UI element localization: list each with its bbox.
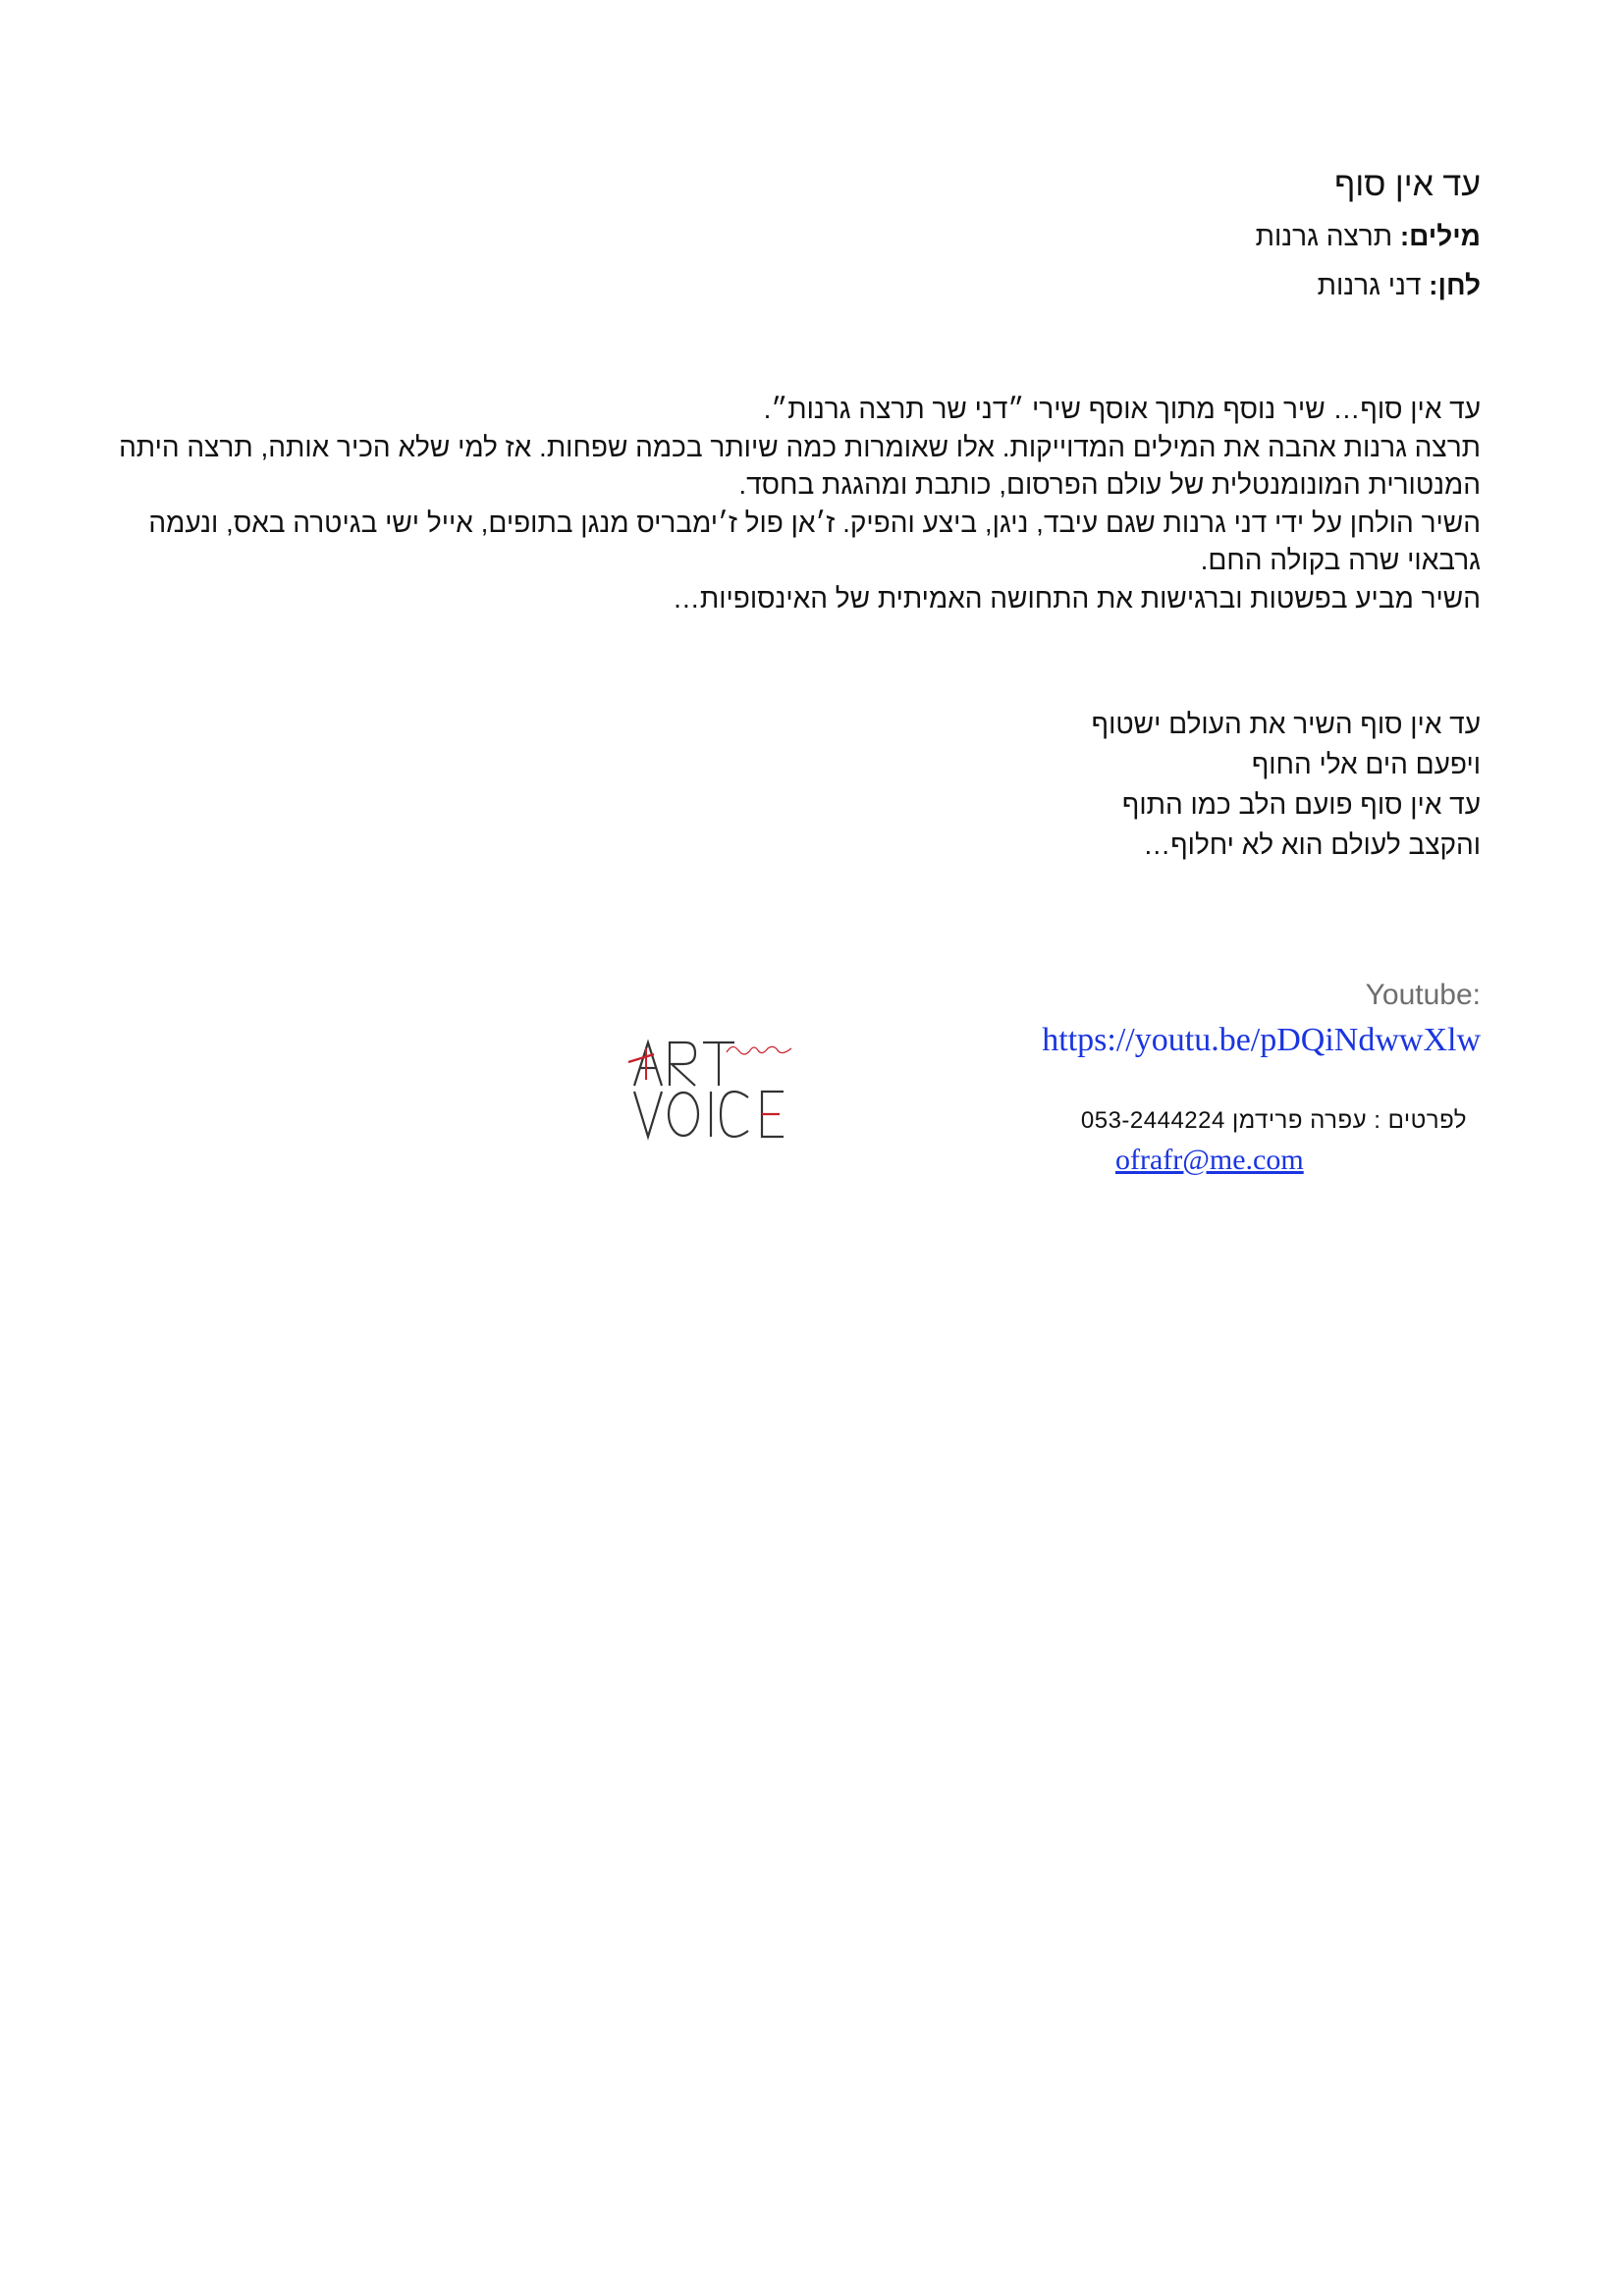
song-title: עד אין סוף — [1334, 166, 1481, 203]
lyrics-line: ויפעם הים אלי החוף — [1251, 749, 1481, 779]
music-credit-label: לחן: — [1429, 270, 1481, 300]
logo-art-letters — [634, 1042, 734, 1086]
intro-text — [116, 391, 1481, 617]
logo-voice-letters — [634, 1092, 784, 1137]
intro-paragraph: תרצה גרנות אהבה את המילים המדוייקות. אלו שאומרות כמה שיותר בכמה שפחות. אז למי שלא הכיר אותה, תרצה היתה המנטורית המונומנטלית של עולם הפרסום, כותבת ומהגגת בחסד. — [119, 431, 1481, 500]
intro-paragraph: עד אין סוף… שיר נוסף מתוך אוסף שירי ״דני שר תרצה גרנות״. — [763, 394, 1481, 424]
youtube-link[interactable]: https://youtu.be/pDQiNdwwXlw — [1042, 1022, 1481, 1058]
lyrics-credit-label: מילים: — [1399, 221, 1481, 251]
youtube-label: :Youtube — [1365, 979, 1481, 1011]
lyrics-line: והקצב לעולם הוא לא יחלוף… — [1143, 829, 1481, 860]
music-credit — [1318, 269, 1481, 302]
lyrics-credit-name: תרצה גרנות — [1255, 221, 1393, 251]
art-voice-logo — [624, 1029, 821, 1147]
lyrics-line: עד אין סוף פועם הלב כמו התוף — [1121, 789, 1481, 820]
lyrics-credit — [1256, 220, 1481, 253]
contact-line: לפרטים : עפרה פרידמן 053-2444224 — [1080, 1107, 1467, 1134]
music-credit-name: דני גרנות — [1317, 270, 1422, 300]
lyrics-excerpt — [597, 704, 1481, 865]
logo-signature-mark — [727, 1046, 791, 1054]
contact-email-link[interactable]: ofrafr@me.com — [1115, 1144, 1304, 1176]
lyrics-line: עד אין סוף השיר את העולם ישטוף — [1091, 709, 1481, 739]
intro-paragraph: השיר הולחן על ידי דני גרנות שגם עיבד, ניגן, ביצע והפיק. ז׳אן פול ז׳ימבריס מנגן בתופים, אייל ישי בגיטרה באס, ונעמה גרבאוי שרה בקולה החם. — [148, 507, 1481, 575]
intro-paragraph: השיר מביע בפשטות וברגישות את התחושה האמיתית של האינסופיות… — [672, 582, 1481, 614]
